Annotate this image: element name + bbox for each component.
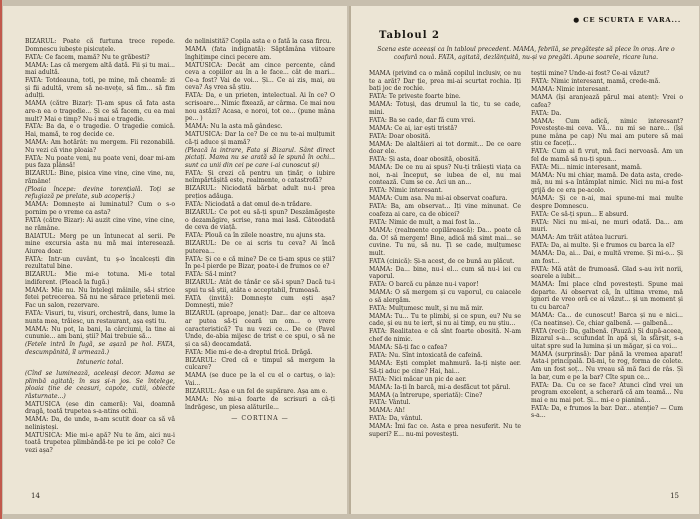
dialogue-line: MAMA: Domnește ai luminatul? Cum o s-o pornim pe o vreme ca asta? — [25, 201, 175, 216]
dialogue-line: BIZARUL: Bine, pisica vine vine, cine vine, nu, rămâne! — [25, 170, 175, 185]
left-column-1 — [25, 38, 175, 455]
dialogue-line: BIZARUL: Niciodată bărbat adult nu-i prea prețios adăuga. — [185, 185, 335, 200]
dialogue-line: FATA: Da. Cu ce se face? Atunci cînd vrei un program excelent, a scherară că am teamă... Nu mai e nu mai pot. Și... mi-e o pianină... — [531, 381, 683, 404]
stage-direction: (Pleacă la intrare, Fata și Bizarul. Sânt direct pictați. Mama nu se arată să le spună în ochi... sunt ca unii din cei pe care i-ai cunoscut și) — [185, 146, 335, 169]
dialogue-line: BIZARUL (aproape, jenat): Dar... dar ce altceva ar putea să-ți ceară un om... o vrere caracteristică? Tu nu vezi ce... De ce (Pavel Unde, de-abia mijesc de trist e ce spui, o să ne și ca să) deocamdată. — [185, 310, 335, 348]
dialogue-line: FATA: Nimic interesant. — [369, 187, 443, 195]
dialogue-line: BIZARUL: Ce pot eu să-ți spun? Deszâmăgește o dezamăgire, scrise, rana mai lasă. Câteodată de ceva de viață. — [185, 208, 335, 232]
section-title: Tabloul 2 — [379, 30, 440, 41]
dialogue-line: MATUSICA: Mie mi-e apă? Nu te ăm, aici nu-i toată trupetea plimbândă-te pe ici pe colo? Ce vezi așa? — [25, 431, 175, 455]
page-number-left: 14 — [31, 492, 40, 500]
dialogue-line: BIZARUL: Mie mi-e totuna. Mi-e total indiferent. (Pleacă la fugă.) — [25, 271, 175, 286]
dialogue-line: MAMA: Tu... Tu te plimbi, și ce spun, eu? Nu se cade, și eu nu te iert, și nu ai timp, eu nu știu... — [369, 312, 521, 328]
dialogue-line: FATA: Nimic interesant, mamă, crede-mă. — [531, 77, 661, 85]
dialogue-line: FATA: Intr-un cuvânt, tu ș-o încalcești din rezultatul bine. — [25, 255, 175, 271]
dialogue-line: MAMA: De ce nu ai spus? Nu-ți trăiești viața ca noi, n-ai început, se iubea de el, nu mai contează. Cum se ce. Aci un an... — [369, 164, 521, 187]
dialogue-line: FATA: Mi... nimic interesant, mamă. — [531, 163, 642, 171]
dialogue-line: MAMA (a întrerupe, speriată): Cine? — [369, 391, 483, 399]
dialogue-line: FATA: Da, e frumos la bar. Dar... atenție? — Cum s-a... — [531, 404, 683, 420]
series-title: ● CE SCURTA E VARA... — [573, 16, 681, 24]
dialogue-line: BIZARUL: Așa e un fel de supărare. Așa am e. — [185, 387, 328, 395]
dialogue-line: MAMA: De alaltăieri ai tot dormit... De ce oare doar ele. — [369, 140, 521, 156]
scene-intro: Scena este aceeași ca în tabloul precedent. MAMA, febrilă, se pregătește să plece în oraș. Are o coafură nouă. FATA, agitată, dezlănțuită, nu-și va pregăti. Apune soarele, ricare luna. — [377, 46, 675, 61]
dialogue-line: MAMA: Ca... de cunoscut! Barca și nu e nici... (Ca neatinse). Ce, chiar galbenă. — galbenă... — [531, 312, 683, 327]
dialogue-line: MAMA: Ia-ți în barcă, mi-a desfăcut tot părul. — [369, 383, 511, 391]
dialogue-line: MAMA: No mi-a foarte de scrisuri a câ-ți îndrăgesc, un piesa alăturile... — [185, 395, 335, 411]
stage-direction: (Cînd se luminează, aceleași decor. Mama se plimbă agitată; în sus și-n jos. Se înțelege, ploaia ține de ceasuri, capote, cutii, obiecte răsturnate...) — [25, 369, 175, 400]
right-page — [349, 6, 699, 514]
dialogue-line: MAMA: (realmente copilărească): Da... poate că da. O! să mergem! Bine, adică mă simt mai... se cuvine. Tu nu, să nu. Ți se cade, mulțumesc mult. — [369, 226, 521, 257]
dialogue-line: FATA: Visuri, tu, visuri, orchestră, dans, lume la nunta mea, trăiesc, un restaurant, așa ești tu. — [25, 310, 175, 325]
dialogue-line: de nelinistită? Copila asta e o fată la casa fircu. — [185, 38, 332, 45]
dialogue-line: MAMA: Da, de unde, n-am scutit doar ca să vă nelinișteși. — [25, 416, 175, 431]
dialogue-line: BIZARUL: Cred că e timpul să mergem la culcare? — [185, 356, 335, 372]
stage-direction: (Ploaia începe: devine torențială. Toți se refugiază pe prelate, sub acoperiș.) — [25, 185, 175, 201]
dialogue-line: MAMA (către Bizar): Ți-am spus că fata asta are-n ea o tragedie... Și ce să facem, cu ea mai mult? Mai e timp? Nu-i mai e tragedie. — [25, 100, 175, 123]
dialogue-line: MAMA: Da... bine, nu-i el... cum să nu-i iei cu vaporul. — [369, 265, 521, 281]
dialogue-line: BAIATUL: Merg pe un întunecat al serii. Pe mine excursia asta nu mă mai interesează. Aiurea doar. — [25, 232, 175, 255]
dialogue-line: FATA: Da. — [531, 109, 562, 117]
dialogue-line: FATA: Da, e un prieten, intelectual. Ai în ce? O scrisoare... Nimic fixează, ar cârma. Ce mai nou nou astăzi? Acasa, e noroi, tot ce... (pune mâna pe... ) — [185, 92, 335, 123]
dialogue-line: MAMA (surprinsă): Dar până la vremea aparat! Asta-i principală. Dă-mi, te rog, forma de colete. Am un fost soț... Nu vreau să mă faci de râs. Și la bar, cum e pe la bar? Cîte spun ce... — [531, 350, 683, 381]
dialogue-line: FATA: Ba se cade, dar fă cum vrei. — [369, 116, 476, 124]
dialogue-line: FATA: Nimic de mult, a mai fost la... — [369, 218, 481, 226]
dialogue-line: FATA: Te priveste foarte bine. — [369, 93, 461, 101]
dialogue-line: FATA (cinică): Și-n acest, de ce bună au plăcut. — [369, 257, 515, 265]
dialogue-line: MAMA: Totuși, das drumul la tic, tu se cade, mini. — [369, 101, 521, 116]
dialogue-line: MAMA: Îmi place cînd povestești. Spune mai departe. Ai observat că, în ultima vreme, mă ignori de vreo oră ce ai văzut... și un moment și tu cu barca? — [531, 281, 683, 312]
dialogue-line: FATA: Să-l mint? — [185, 271, 237, 279]
dialogue-line: FATA: Ce facem, mamă? Nu te grăbesti? — [25, 53, 150, 61]
dialogue-line: FATA: Nu. Sînt intoxicată de cafeină. — [369, 351, 483, 359]
dialogue-line: MAMA: Nu mi chiar, mamă. De data asta, crede-mă, nu mi s-a întâmplat nimic. Nici nu mi-a fost grijă de ce era pe-acolo. — [531, 171, 683, 195]
dialogue-line: MAMA (fata indignată): Săptămâna viitoare înghițimpe cinci pecere am. — [185, 45, 335, 61]
dialogue-line: FATA: Realitatea e că sînt foarte obosită. N-am chef de nimic. — [369, 328, 521, 343]
stage-direction: (Fetele intră în fugă, se așază pe hol. FATA, descumpănită, îl urmează.) — [25, 341, 175, 356]
dialogue-line: MAMA: Mie nu. Nu înțelegi mâinile, să-i strice fetei petrecerea. Să nu ne sărace prietenii mei. Fac un salon, rezervare. — [25, 286, 175, 310]
dialogue-line: teștii mine? Unde-ai fost? Ce-ai văzut? — [531, 70, 650, 77]
dialogue-line: MAMA: Am trăit atâtea lucruri. — [531, 234, 628, 242]
dialogue-line: MATUSICA: Dar la ce? De ce nu te-ai mulțumit că-ți aduce și mamă? — [185, 131, 335, 146]
dialogue-line: MAMA (se duce pe la el cu el o cartuș, o ia): Vai... — [185, 372, 335, 387]
dialogue-line: FATA: Și asta, doar obosită, obosită. — [369, 156, 481, 164]
dialogue-line: FATA: Nici măcar un pic de aer. — [369, 375, 467, 383]
dialogue-line: MAMA: Cum asa. Nu mi-ai observat coafura. — [369, 195, 508, 203]
dialogue-line: MAMA (își aranjează părul mai atent): Vrei o cafea? — [531, 93, 683, 109]
dialogue-line: FATA: Mă atât de frumoasă. Glad s-au ivit norii, soarele a iubit... — [531, 265, 683, 281]
dialogue-line: FATA (invită): Domnește cum ești așa? Domnești, mie? — [185, 294, 335, 310]
dialogue-line: MAMA: Ce ai, iar ești tristă? — [369, 124, 458, 132]
right-column-2 — [531, 70, 683, 420]
dialogue-line: FATA: Doar obosită. — [369, 132, 431, 140]
dialogue-line: FATA: Ba da, e o tragedie. O tragedie comică. Hai, mamă, te rog decide ce. — [25, 123, 175, 139]
dialogue-line: MAMA: Să-ți fac o cafea? — [369, 343, 448, 351]
dialogue-line: MAMA: Ah! — [369, 407, 406, 415]
dialogue-line: FATA (către Bizar): Ai auzit cine vine, vine cine, ne rămâne. — [25, 216, 175, 232]
dialogue-line: MATUSICA: Decât am cince percente, când ceva a copiilor au în a le face... cât de mari... Ce-a fost? Vai de voi... Și... Ce ai zis, mai, au ceva? Aș vrea să știu. — [185, 61, 335, 92]
dialogue-line: FATA (reci): Da, galbenă. (Pauză.) Și după-aceea, Bizarul s-a... scufundat în apă și, la sfârșit, s-a uitat spre sud la lumina și un măgar, și ca voi... — [531, 327, 683, 350]
dialogue-line: MATUSICA (ese din cameră): Vai, doamnă dragă, toată trupetea s-a-ntins ochii. — [25, 400, 175, 416]
dialogue-line: MAMA: Da, ai... Dai, e multă vreme. Și mi-o... Și am fost... — [531, 250, 683, 265]
dialogue-line: FATA: Da, vântul. — [369, 415, 423, 423]
dialogue-line: FATA: Mulțumesc mult, și nu mă mir. — [369, 304, 484, 312]
dialogue-line: MAMA: Cum adică, nimic interesant? Povestește-mi ceva. Vă... nu mi se nare... (își pune mâna pe cap) Nu mai am putere să mai știu ce faceți... — [531, 117, 683, 148]
dialogue-line: MAMA: Nu la asta mă gândesc. — [185, 123, 283, 131]
dialogue-line: BIZARUL: Poate că furtuna trece repede. Domnescu iubește pisicuțele. — [25, 38, 175, 53]
scene-direction-center: Intuneric total. — [76, 359, 124, 367]
dialogue-line: FATA: Nu poate veni, nu poate veni, doar mi-am pus faza plânsă! — [25, 154, 175, 170]
dialogue-line: MAMA: Ești complet mahmură. Ia-ți niște aer. Să-ți aduc pe cine? Hai, hai... — [369, 359, 521, 375]
left-column-2 — [185, 38, 335, 423]
dialogue-line: FATA: Plouă ca în zilele noastre, nu ajuns sta. — [185, 232, 326, 240]
right-column-1 — [369, 70, 521, 439]
dialogue-line: BIZARUL: De ce ai scris tu ceva? Ai încă puterea... — [185, 240, 335, 255]
dialogue-line: FATA: Și ce e că mine? De ce ți-am spus ce știi? În pe-l pierde pe Bizar, poate-i de frumos ce e? — [185, 255, 335, 271]
dialogue-line: BIZARUL: Atât de tânăr ce să-i spun? Dacă tu-i spui tu să știi, atâta e acceptabil, frumoasă. — [185, 279, 335, 294]
curtain-label: — CORTINA — — [231, 415, 289, 423]
dialogue-line: FATA: O barcă cu pânze nu-i vapor! — [369, 281, 479, 289]
page-number-right: 15 — [670, 492, 679, 500]
dialogue-line: FATA: Cum ai fi vrut, mă faci nervoasă. Am un fel de mamă să nu-ți spun... — [531, 148, 683, 163]
dialogue-line: MAMA: Nu pot, la bani, la cârciumi, la tine ai cununie... am bani, știi? Mai trebuie să... — [25, 325, 175, 341]
dialogue-line: MAMA (privind ca o mână copilul inclusiv, ce nu te a arăt? Dar ție, prea mi-ai scurtat rochia. Iți bați joc de rochie. — [369, 70, 521, 93]
dialogue-line: FATA: Ba, am observat... Iți vine minunat. Ce coafeza ai care, ca de obicei? — [369, 203, 521, 218]
dialogue-line: FATA: Niciodată a dat omul de-n trădare. — [185, 200, 312, 208]
dialogue-line: FATA: Da, ai multe. Și e frumos cu barca la el? — [531, 242, 675, 250]
dialogue-line: FATA: Vântul. — [369, 399, 411, 407]
dialogue-line: MAMA: Am hotărât: nu mergem. Fii rezonabilă. Nu vezi că vine ploaia? — [25, 139, 175, 154]
dialogue-line: FATA: Mie mi-e de-a dreptul frică. Drăgă. — [185, 348, 313, 356]
dialogue-line: MAMA: O să mergem și cu vaporul, cu caiacele o să alergăm. — [369, 289, 521, 304]
dialogue-line: MAMA: Îmi fac ce. Asta e prea nesuferit. Nu te superi? E... nu-mi povestești. — [369, 423, 521, 439]
binding-red-edge — [0, 0, 2, 519]
dialogue-line: MAMA: Las că mergem altă dată. Fii și tu mai... mai adultă. — [25, 61, 175, 77]
dialogue-line: MAMA: Și ce n-ai, mai spune-mi mai multe despre Domnescu. — [531, 195, 683, 210]
dialogue-line: FATA: Totdeauna, toți, pe mine, mă cheamă: zi și fii adultă, vrem să ne-nvețe, să fim... să fim adulți. — [25, 77, 175, 100]
dialogue-line: FATA: Ce să-ți spun... E absurd. — [531, 210, 629, 218]
dialogue-line: MAMA: Nimic interesant. — [531, 85, 611, 93]
left-page — [3, 6, 347, 514]
dialogue-line: FATA: Și crezi că pentru un ținăr, o iubire neîmpărtășită este, realmente, o catastrofă? — [185, 169, 335, 185]
dialogue-line: FATA: Nici nu mi-ai, ne muri odată. Da... am muri. — [531, 218, 683, 234]
